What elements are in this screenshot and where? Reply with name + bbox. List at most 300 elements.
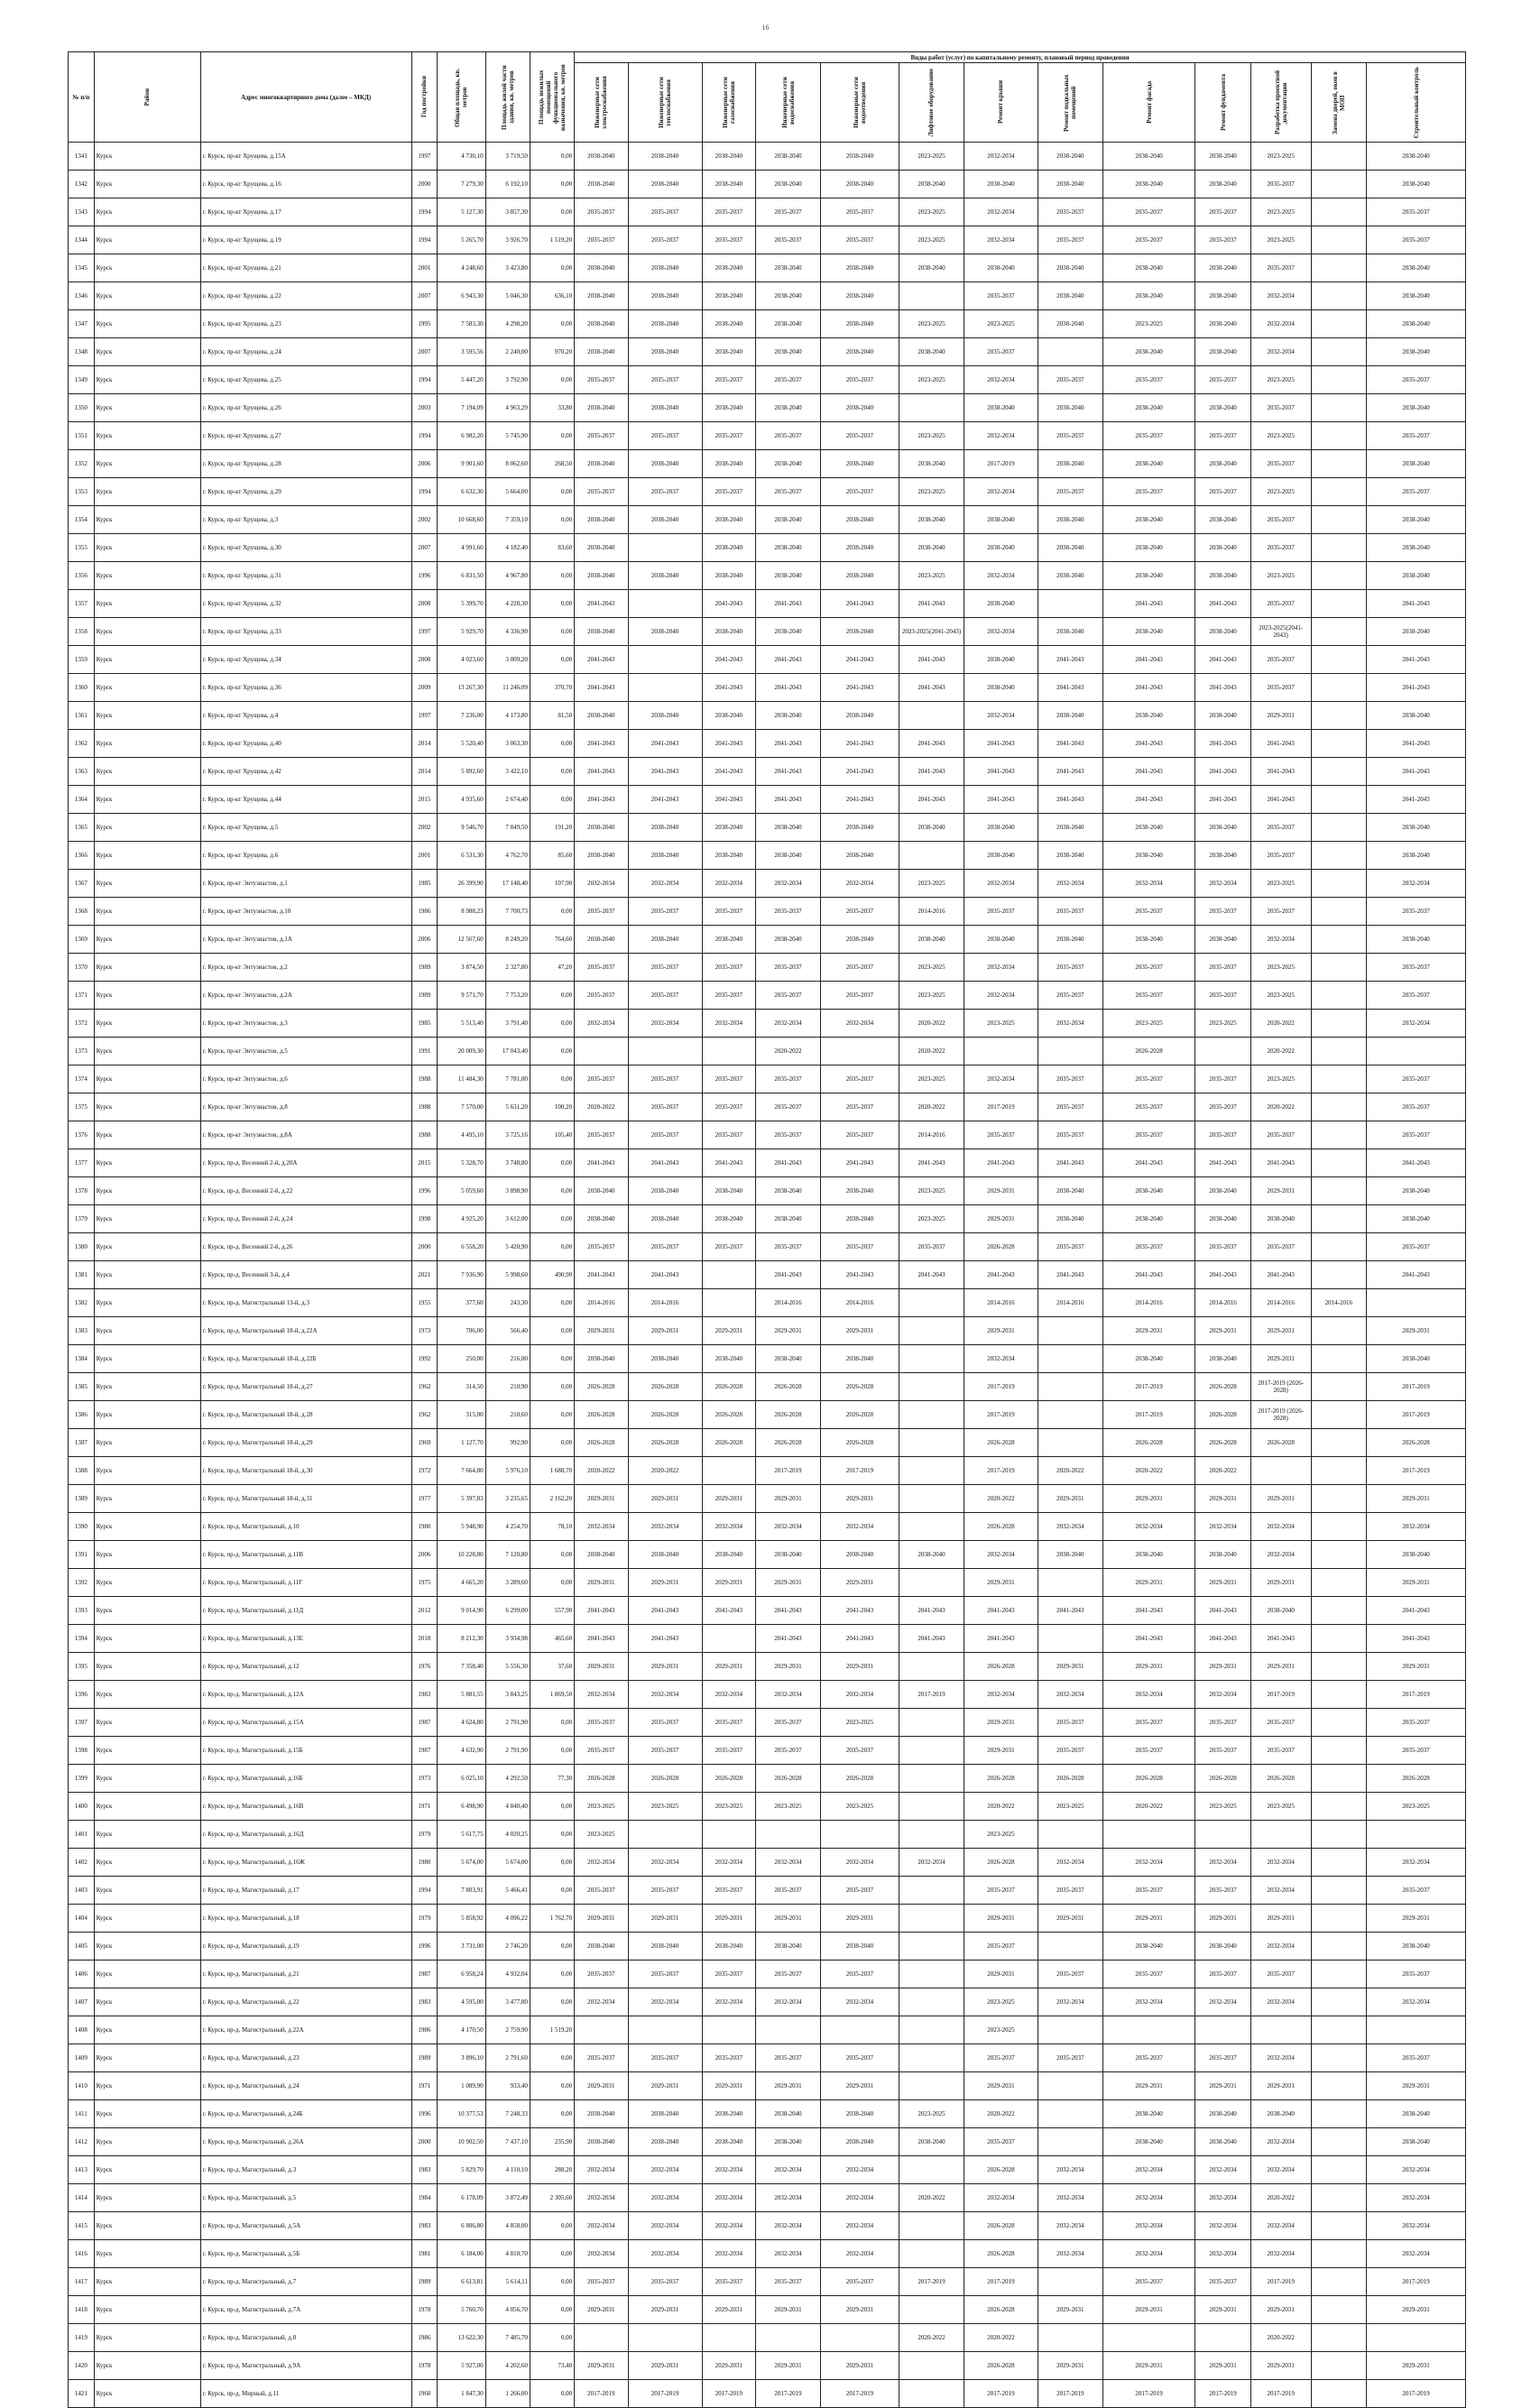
work-period-cell: 2023-2025 bbox=[964, 310, 1038, 338]
work-period-cell: 2035-2037 bbox=[1250, 898, 1311, 926]
work-period-cell: 2041-2043 bbox=[1367, 1597, 1466, 1625]
work-period-cell: 2035-2037 bbox=[1367, 1093, 1466, 1121]
work-period-cell bbox=[899, 1821, 964, 1849]
work-period-cell bbox=[1311, 1653, 1367, 1681]
nonres-area-cell: 0,00 bbox=[530, 1066, 574, 1093]
work-period-cell: 2023-2025 bbox=[899, 143, 964, 171]
work-period-cell: 2041-2043 bbox=[1250, 1149, 1311, 1177]
work-period-cell bbox=[1038, 1038, 1102, 1066]
work-period-cell: 2032-2034 bbox=[1250, 2240, 1311, 2268]
work-period-cell: 2032-2034 bbox=[575, 870, 628, 898]
row-number-cell: 1362 bbox=[69, 730, 95, 758]
total-area-cell: 3 731,00 bbox=[438, 1933, 485, 1961]
table-row bbox=[69, 2212, 1466, 2240]
work-period-cell: 2032-2034 bbox=[575, 1513, 628, 1541]
work-period-cell: 2038-2040 bbox=[1367, 1177, 1466, 1205]
nonres-area-cell: 0,00 bbox=[530, 1569, 574, 1597]
work-period-cell bbox=[1250, 1821, 1311, 1849]
work-period-cell: 2029-2031 bbox=[1250, 1317, 1311, 1345]
work-period-cell: 2041-2043 bbox=[820, 1625, 899, 1653]
living-area-cell: 5 976,10 bbox=[485, 1457, 530, 1485]
work-period-cell: 2038-2040 bbox=[820, 534, 899, 562]
nonres-area-cell: 0,00 bbox=[530, 2380, 574, 2408]
district-cell: Курск bbox=[94, 2072, 200, 2100]
work-period-cell: 2041-2043 bbox=[899, 758, 964, 786]
work-period-cell: 2038-2040 bbox=[1038, 534, 1102, 562]
district-cell: Курск bbox=[94, 590, 200, 618]
work-period-cell: 2038-2040 bbox=[628, 171, 702, 198]
work-period-cell: 2038-2040 bbox=[1367, 394, 1466, 422]
address-cell: г. Курск, пр-д. Магистральный, д.19 bbox=[200, 1933, 411, 1961]
work-period-cell: 2038-2040 bbox=[628, 702, 702, 730]
work-period-cell: 2041-2043 bbox=[1367, 1625, 1466, 1653]
address-cell: г. Курск, пр-д. Магистральный 18-й, д.29 bbox=[200, 1429, 411, 1457]
build-year-cell: 1976 bbox=[411, 1653, 438, 1681]
work-period-cell: 2032-2034 bbox=[756, 2212, 821, 2240]
work-period-cell: 2035-2037 bbox=[1038, 366, 1102, 394]
row-number-cell: 1348 bbox=[69, 338, 95, 366]
work-period-cell: 2038-2040 bbox=[756, 2100, 821, 2128]
nonres-area-cell: 0,00 bbox=[530, 898, 574, 926]
work-period-cell: 2029-2031 bbox=[1367, 1653, 1466, 1681]
work-period-cell: 2038-2040 bbox=[1102, 1205, 1195, 1233]
work-period-cell bbox=[1311, 2184, 1367, 2212]
work-period-cell: 2038-2040 bbox=[1038, 171, 1102, 198]
build-year-cell: 1971 bbox=[411, 1793, 438, 1821]
nonres-area-cell: 0,00 bbox=[530, 198, 574, 226]
address-cell: г. Курск, пр-д. Магистральный 13-й, д.3 bbox=[200, 1289, 411, 1317]
district-cell: Курск bbox=[94, 1933, 200, 1961]
work-period-cell: 2014-2016 bbox=[899, 898, 964, 926]
work-period-cell: 2038-2040 bbox=[1038, 506, 1102, 534]
work-period-cell: 2032-2034 bbox=[964, 1541, 1038, 1569]
work-period-cell: 2038-2040 bbox=[628, 282, 702, 310]
work-period-cell bbox=[1311, 674, 1367, 702]
work-period-cell: 2023-2025(2041-2043) bbox=[1250, 618, 1311, 646]
work-period-cell: 2032-2034 bbox=[628, 1988, 702, 2016]
work-period-cell bbox=[702, 2016, 755, 2044]
nonres-area-cell: 0,00 bbox=[530, 2212, 574, 2240]
work-period-cell: 2041-2043 bbox=[575, 674, 628, 702]
nonres-area-cell: 0,00 bbox=[530, 562, 574, 590]
address-cell: г. Курск, пр-кт Хрущева, д.5 bbox=[200, 814, 411, 842]
col-nonres-area-header: Площадь нежилых помещений функционального назначения, кв. метров bbox=[530, 52, 574, 143]
work-period-cell: 2038-2040 bbox=[1038, 143, 1102, 171]
nonres-area-cell: 0,00 bbox=[530, 730, 574, 758]
living-area-cell: 5 556,30 bbox=[485, 1653, 530, 1681]
work-period-cell: 2038-2040 bbox=[756, 254, 821, 282]
work-period-cell bbox=[1311, 1457, 1367, 1485]
work-period-cell bbox=[1311, 1121, 1367, 1149]
work-period-cell bbox=[1038, 338, 1102, 366]
work-period-cell: 2038-2040 bbox=[628, 338, 702, 366]
row-number-cell: 1376 bbox=[69, 1121, 95, 1149]
address-cell: г. Курск, пр-д. Магистральный 18-й, д.30 bbox=[200, 1457, 411, 1485]
table-row bbox=[69, 1765, 1466, 1793]
work-period-cell bbox=[1311, 2296, 1367, 2324]
work-period-cell: 2041-2043 bbox=[628, 1625, 702, 1653]
work-period-cell: 2038-2040 bbox=[756, 534, 821, 562]
work-period-cell bbox=[1311, 590, 1367, 618]
work-period-cell: 2017-2019 bbox=[820, 2380, 899, 2408]
row-number-cell: 1361 bbox=[69, 702, 95, 730]
work-period-cell: 2038-2040 bbox=[575, 534, 628, 562]
row-number-cell: 1384 bbox=[69, 1345, 95, 1373]
nonres-area-cell: 0,00 bbox=[530, 646, 574, 674]
build-year-cell: 2007 bbox=[411, 282, 438, 310]
work-period-cell bbox=[1038, 2324, 1102, 2352]
district-cell: Курск bbox=[94, 338, 200, 366]
nonres-area-cell: 85,60 bbox=[530, 842, 574, 870]
work-period-cell: 2032-2034 bbox=[1367, 1988, 1466, 2016]
work-period-cell: 2032-2034 bbox=[1367, 2212, 1466, 2240]
work-period-cell: 2035-2037 bbox=[702, 1709, 755, 1737]
address-cell: г. Курск, пр-кт Хрущева, д.32 bbox=[200, 590, 411, 618]
table-row bbox=[69, 2044, 1466, 2072]
row-number-cell: 1346 bbox=[69, 282, 95, 310]
work-period-cell: 2023-2025 bbox=[575, 1821, 628, 1849]
build-year-cell: 2007 bbox=[411, 338, 438, 366]
district-cell: Курск bbox=[94, 1653, 200, 1681]
work-period-cell: 2035-2037 bbox=[702, 954, 755, 982]
work-period-cell: 2026-2028 bbox=[575, 1429, 628, 1457]
work-period-cell: 2020-2022 bbox=[1250, 1038, 1311, 1066]
work-period-cell: 2023-2025 bbox=[899, 954, 964, 982]
row-number-cell: 1420 bbox=[69, 2352, 95, 2380]
work-period-cell: 2023-2025 bbox=[899, 982, 964, 1010]
work-period-cell: 2017-2019 bbox=[628, 2380, 702, 2408]
living-area-cell: 3 857,30 bbox=[485, 198, 530, 226]
row-number-cell: 1353 bbox=[69, 478, 95, 506]
work-period-cell: 2038-2040 bbox=[1102, 171, 1195, 198]
work-period-cell: 2038-2040 bbox=[1102, 814, 1195, 842]
work-period-cell: 2038-2040 bbox=[628, 814, 702, 842]
work-period-cell: 2041-2043 bbox=[1367, 674, 1466, 702]
work-period-cell: 2035-2037 bbox=[628, 898, 702, 926]
total-area-cell: 5 328,70 bbox=[438, 1149, 485, 1177]
work-period-cell: 2014-2016 bbox=[964, 1289, 1038, 1317]
work-period-cell bbox=[899, 702, 964, 730]
work-period-cell: 2029-2031 bbox=[964, 1177, 1038, 1205]
row-number-cell: 1360 bbox=[69, 674, 95, 702]
work-period-cell: 2029-2031 bbox=[1250, 1653, 1311, 1681]
total-area-cell: 13 267,30 bbox=[438, 674, 485, 702]
work-period-cell: 2038-2040 bbox=[1367, 254, 1466, 282]
work-period-cell: 2020-2022 bbox=[1250, 1093, 1311, 1121]
total-area-cell: 5 927,00 bbox=[438, 2352, 485, 2380]
work-period-cell: 2035-2037 bbox=[964, 2128, 1038, 2156]
work-period-cell: 2023-2025 bbox=[1250, 478, 1311, 506]
table-row bbox=[69, 171, 1466, 198]
work-period-cell: 2038-2040 bbox=[702, 2128, 755, 2156]
build-year-cell: 1985 bbox=[411, 870, 438, 898]
work-period-cell: 2038-2040 bbox=[628, 143, 702, 171]
col-living-area-header: Площадь жилой части здания, кв. метров bbox=[485, 52, 530, 143]
work-period-cell bbox=[1367, 2324, 1466, 2352]
table-row bbox=[69, 1010, 1466, 1038]
nonres-area-cell: 0,00 bbox=[530, 310, 574, 338]
work-period-cell bbox=[1311, 198, 1367, 226]
total-area-cell: 4 495,10 bbox=[438, 1121, 485, 1149]
build-year-cell: 1997 bbox=[411, 702, 438, 730]
work-period-cell: 2029-2031 bbox=[702, 1653, 755, 1681]
work-period-cell bbox=[1311, 1737, 1367, 1765]
work-period-cell: 2029-2031 bbox=[1367, 2296, 1466, 2324]
work-period-cell: 2026-2028 bbox=[964, 1765, 1038, 1793]
work-period-cell: 2035-2037 bbox=[1038, 1961, 1102, 1988]
work-period-cell: 2035-2037 bbox=[702, 198, 755, 226]
work-period-cell: 2035-2037 bbox=[1038, 1093, 1102, 1121]
address-cell: г. Курск, пр-д. Магистральный, д.12А bbox=[200, 1681, 411, 1709]
row-number-cell: 1357 bbox=[69, 590, 95, 618]
work-period-cell bbox=[899, 1737, 964, 1765]
work-period-cell bbox=[899, 1793, 964, 1821]
work-period-cell bbox=[1311, 1205, 1367, 1233]
row-number-cell: 1364 bbox=[69, 786, 95, 814]
work-period-cell: 2038-2040 bbox=[964, 590, 1038, 618]
work-period-cell: 2038-2040 bbox=[575, 926, 628, 954]
work-period-cell: 2038-2040 bbox=[702, 450, 755, 478]
living-area-cell: 4 840,40 bbox=[485, 1793, 530, 1821]
work-period-cell bbox=[899, 1457, 964, 1485]
build-year-cell: 2006 bbox=[411, 450, 438, 478]
total-area-cell: 4 248,60 bbox=[438, 254, 485, 282]
work-period-cell: 2038-2040 bbox=[1195, 618, 1251, 646]
living-area-cell: 3 423,80 bbox=[485, 254, 530, 282]
work-period-cell bbox=[628, 1038, 702, 1066]
work-period-cell: 2026-2028 bbox=[575, 1401, 628, 1429]
work-period-cell: 2032-2034 bbox=[1250, 1988, 1311, 2016]
work-period-cell: 2041-2043 bbox=[1195, 1149, 1251, 1177]
work-period-cell: 2023-2025 bbox=[1250, 143, 1311, 171]
work-period-cell: 2035-2037 bbox=[1038, 898, 1102, 926]
work-period-cell: 2038-2040 bbox=[1195, 450, 1251, 478]
table-row bbox=[69, 1093, 1466, 1121]
work-period-cell: 2026-2028 bbox=[756, 1401, 821, 1429]
work-period-cell bbox=[1311, 1317, 1367, 1345]
work-period-cell: 2023-2025 bbox=[899, 226, 964, 254]
work-period-cell: 2038-2040 bbox=[1102, 282, 1195, 310]
work-period-cell: 2041-2043 bbox=[575, 758, 628, 786]
work-period-cell: 2032-2034 bbox=[1250, 1849, 1311, 1877]
work-period-cell: 2038-2040 bbox=[820, 282, 899, 310]
work-period-cell: 2032-2034 bbox=[1195, 2156, 1251, 2184]
nonres-area-cell: 0,00 bbox=[530, 786, 574, 814]
work-period-cell: 2032-2034 bbox=[702, 1513, 755, 1541]
work-period-cell: 2029-2031 bbox=[964, 1569, 1038, 1597]
work-period-cell: 2035-2037 bbox=[1367, 1737, 1466, 1765]
work-period-cell: 2023-2025 bbox=[1250, 422, 1311, 450]
total-area-cell: 5 127,30 bbox=[438, 198, 485, 226]
work-period-cell: 2032-2034 bbox=[628, 1849, 702, 1877]
work-period-cell: 2041-2043 bbox=[1038, 1597, 1102, 1625]
living-area-cell: 6 299,00 bbox=[485, 1597, 530, 1625]
work-period-cell bbox=[1311, 1149, 1367, 1177]
work-period-cell: 2038-2040 bbox=[1195, 562, 1251, 590]
address-cell: г. Курск, пр-кт Энтузиастов, д.8 bbox=[200, 1093, 411, 1121]
work-period-cell bbox=[899, 2380, 964, 2408]
living-area-cell: 5 631,20 bbox=[485, 1093, 530, 1121]
work-period-cell: 2038-2040 bbox=[820, 2128, 899, 2156]
work-period-cell: 2032-2034 bbox=[756, 2156, 821, 2184]
district-cell: Курск bbox=[94, 1765, 200, 1793]
work-period-cell: 2038-2040 bbox=[1367, 338, 1466, 366]
work-period-cell: 2032-2034 bbox=[964, 1345, 1038, 1373]
work-period-cell: 2041-2043 bbox=[820, 786, 899, 814]
total-area-cell: 7 236,00 bbox=[438, 702, 485, 730]
district-cell: Курск bbox=[94, 814, 200, 842]
work-period-cell bbox=[1311, 618, 1367, 646]
address-cell: г. Курск, пр-д. Магистральный, д.18 bbox=[200, 1905, 411, 1933]
district-cell: Курск bbox=[94, 1345, 200, 1373]
living-area-cell: 4 096,22 bbox=[485, 1905, 530, 1933]
work-period-cell: 2032-2034 bbox=[1195, 1988, 1251, 2016]
work-period-cell: 2041-2043 bbox=[575, 646, 628, 674]
row-number-cell: 1400 bbox=[69, 1793, 95, 1821]
work-period-cell bbox=[1367, 1821, 1466, 1849]
nonres-area-cell: 77,30 bbox=[530, 1765, 574, 1793]
work-period-cell: 2035-2037 bbox=[1195, 898, 1251, 926]
address-cell: г. Курск, пр-д. Магистральный, д.7 bbox=[200, 2268, 411, 2296]
work-period-cell: 2038-2040 bbox=[1195, 394, 1251, 422]
build-year-cell: 1985 bbox=[411, 1010, 438, 1038]
build-year-cell: 1979 bbox=[411, 1905, 438, 1933]
work-period-cell: 2035-2037 bbox=[1102, 954, 1195, 982]
work-period-cell: 2017-2019 bbox=[964, 2268, 1038, 2296]
work-period-cell: 2032-2034 bbox=[1038, 2156, 1102, 2184]
work-period-cell: 2041-2043 bbox=[1038, 730, 1102, 758]
address-cell: г. Курск, пр-д. Магистральный, д.17 bbox=[200, 1877, 411, 1905]
work-period-cell: 2035-2037 bbox=[575, 1961, 628, 1988]
living-area-cell: 7 437,10 bbox=[485, 2128, 530, 2156]
work-period-cell: 2038-2040 bbox=[1367, 2128, 1466, 2156]
work-period-cell: 2023-2025 bbox=[1250, 982, 1311, 1010]
build-year-cell: 1996 bbox=[411, 562, 438, 590]
work-period-cell bbox=[899, 1569, 964, 1597]
work-period-cell: 2038-2040 bbox=[1367, 1541, 1466, 1569]
work-period-cell bbox=[1311, 1066, 1367, 1093]
total-area-cell: 7 803,91 bbox=[438, 1877, 485, 1905]
living-area-cell: 4 336,90 bbox=[485, 618, 530, 646]
living-area-cell: 8 062,60 bbox=[485, 450, 530, 478]
address-cell: г. Курск, пр-д. Магистральный 18-й, д.22Б bbox=[200, 1345, 411, 1373]
work-period-cell: 2038-2040 bbox=[756, 562, 821, 590]
work-period-cell: 2041-2043 bbox=[1250, 1625, 1311, 1653]
table-row bbox=[69, 2324, 1466, 2352]
work-period-cell: 2035-2037 bbox=[575, 2044, 628, 2072]
work-period-cell: 2038-2040 bbox=[1102, 1933, 1195, 1961]
work-period-cell: 2038-2040 bbox=[1367, 926, 1466, 954]
work-period-cell: 2038-2040 bbox=[1195, 842, 1251, 870]
work-period-cell bbox=[1311, 450, 1367, 478]
work-period-cell: 2032-2034 bbox=[756, 1681, 821, 1709]
work-period-cell: 2035-2037 bbox=[702, 982, 755, 1010]
address-cell: г. Курск, пр-кт Хрущева, д.33 bbox=[200, 618, 411, 646]
work-period-cell: 2035-2037 bbox=[756, 1961, 821, 1988]
work-period-cell: 2038-2040 bbox=[575, 310, 628, 338]
work-period-cell: 2041-2043 bbox=[628, 1149, 702, 1177]
build-year-cell: 1978 bbox=[411, 2296, 438, 2324]
work-period-cell: 2035-2037 bbox=[1102, 366, 1195, 394]
district-cell: Курск bbox=[94, 2296, 200, 2324]
work-period-cell: 2017-2019 bbox=[820, 1457, 899, 1485]
build-year-cell: 1986 bbox=[411, 898, 438, 926]
build-year-cell: 2000 bbox=[411, 171, 438, 198]
table-row bbox=[69, 842, 1466, 870]
district-cell: Курск bbox=[94, 618, 200, 646]
row-number-cell: 1382 bbox=[69, 1289, 95, 1317]
work-period-cell: 2038-2040 bbox=[1195, 2100, 1251, 2128]
build-year-cell: 1992 bbox=[411, 1345, 438, 1373]
build-year-cell: 1983 bbox=[411, 2156, 438, 2184]
living-area-cell: 3 235,65 bbox=[485, 1485, 530, 1513]
work-period-cell: 2029-2031 bbox=[628, 2072, 702, 2100]
work-period-cell: 2038-2040 bbox=[820, 1177, 899, 1205]
build-year-cell: 2006 bbox=[411, 926, 438, 954]
build-year-cell: 2000 bbox=[411, 1233, 438, 1261]
row-number-cell: 1413 bbox=[69, 2156, 95, 2184]
row-number-cell: 1369 bbox=[69, 926, 95, 954]
work-period-cell: 2038-2040 bbox=[820, 171, 899, 198]
work-period-cell: 2035-2037 bbox=[1195, 1121, 1251, 1149]
total-area-cell: 4 665,20 bbox=[438, 1569, 485, 1597]
nonres-area-cell: 0,00 bbox=[530, 478, 574, 506]
work-period-cell: 2029-2031 bbox=[1367, 1905, 1466, 1933]
address-cell: г. Курск, пр-кт Хрущева, д.27 bbox=[200, 422, 411, 450]
work-period-cell: 2023-2025 bbox=[820, 1793, 899, 1821]
work-period-cell: 2029-2031 bbox=[820, 1569, 899, 1597]
row-number-cell: 1416 bbox=[69, 2240, 95, 2268]
work-period-cell: 2038-2040 bbox=[820, 1933, 899, 1961]
build-year-cell: 1989 bbox=[411, 982, 438, 1010]
work-period-cell: 2014-2016 bbox=[899, 1121, 964, 1149]
table-row bbox=[69, 2072, 1466, 2100]
nonres-area-cell: 191,20 bbox=[530, 814, 574, 842]
total-area-cell: 7 936,90 bbox=[438, 1261, 485, 1289]
work-period-cell: 2035-2037 bbox=[756, 954, 821, 982]
work-period-cell: 2038-2040 bbox=[756, 618, 821, 646]
work-period-cell: 2035-2037 bbox=[1038, 2044, 1102, 2072]
district-cell: Курск bbox=[94, 1177, 200, 1205]
row-number-cell: 1387 bbox=[69, 1429, 95, 1457]
total-area-cell: 7 570,00 bbox=[438, 1093, 485, 1121]
nonres-area-cell: 0,00 bbox=[530, 1988, 574, 2016]
work-period-cell bbox=[1311, 1681, 1367, 1709]
work-period-cell bbox=[1311, 338, 1367, 366]
work-period-cell: 2038-2040 bbox=[899, 2128, 964, 2156]
table-row bbox=[69, 786, 1466, 814]
total-area-cell: 5 397,83 bbox=[438, 1485, 485, 1513]
total-area-cell: 8 988,23 bbox=[438, 898, 485, 926]
work-period-cell: 2032-2034 bbox=[1102, 1849, 1195, 1877]
work-period-cell: 2032-2034 bbox=[964, 618, 1038, 646]
work-period-cell: 2023-2025 bbox=[964, 1010, 1038, 1038]
work-period-cell: 2029-2031 bbox=[1250, 2352, 1311, 2380]
work-period-cell: 2035-2037 bbox=[1195, 1961, 1251, 1988]
work-period-cell: 2038-2040 bbox=[1367, 618, 1466, 646]
work-period-cell: 2035-2037 bbox=[820, 898, 899, 926]
work-period-cell: 2038-2040 bbox=[1195, 282, 1251, 310]
district-cell: Курск bbox=[94, 954, 200, 982]
work-period-cell: 2038-2040 bbox=[820, 702, 899, 730]
work-period-cell: 2041-2043 bbox=[820, 730, 899, 758]
work-period-cell: 2032-2034 bbox=[899, 1849, 964, 1877]
work-period-cell: 2041-2043 bbox=[964, 1149, 1038, 1177]
total-area-cell: 6 943,30 bbox=[438, 282, 485, 310]
work-period-cell: 2017-2019 bbox=[1367, 2268, 1466, 2296]
build-year-cell: 1969 bbox=[411, 1429, 438, 1457]
work-period-cell: 2038-2040 bbox=[1195, 1345, 1251, 1373]
